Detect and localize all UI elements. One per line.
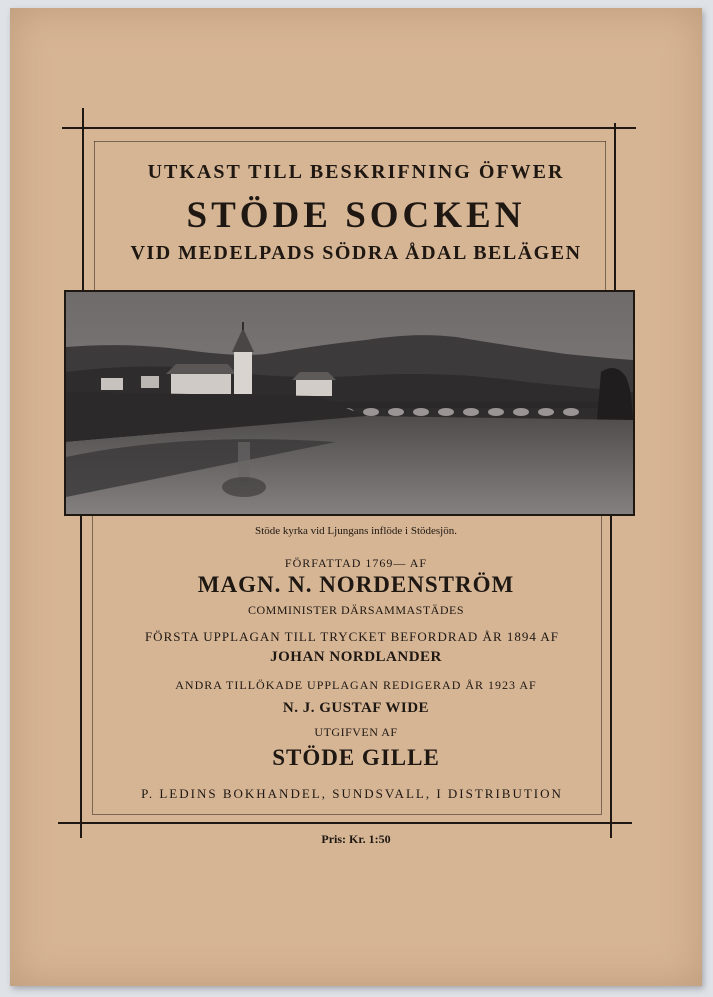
author-name: MAGN. N. NORDENSTRÖM <box>197 572 515 597</box>
editor-2: N. J. GUSTAF WIDE <box>282 700 430 716</box>
publisher-name: STÖDE GILLE <box>272 745 440 770</box>
price-label: Pris: Kr. 1:50 <box>321 832 391 846</box>
second-edition-line: ANDRA TILLÖKADE UPPLAGAN REDIGERAD ÅR 1923 AF <box>175 678 537 692</box>
inner-frame-bottom <box>92 814 602 815</box>
photo-caption: Stöde kyrka vid Ljungans inflöde i Stödesjön. <box>255 525 457 537</box>
authored-line: FÖRFATTAD 1769— AF <box>284 556 428 570</box>
title-line-1: UTKAST TILL BESKRIFNING ÖFWER <box>147 161 565 183</box>
inner-frame-top <box>94 141 606 142</box>
first-edition-line: FÖRSTA UPPLAGAN TILL TRYCKET BEFORDRAD ÅR 1894 AF <box>144 629 560 644</box>
frame-bottom-line <box>58 822 632 824</box>
editor-1: JOHAN NORDLANDER <box>270 649 442 665</box>
author-role: COMMINISTER DÄRSAMMASTÄDES <box>247 603 465 617</box>
frame-top-line <box>62 127 636 129</box>
title-line-3: VID MEDELPADS SÖDRA ÅDAL BELÄGEN <box>130 242 582 264</box>
church-photo <box>64 290 635 516</box>
distribution-line: P. LEDINS BOKHANDEL, SUNDSVALL, I DISTRIBUTION <box>141 786 563 801</box>
church-landscape-illustration <box>66 292 633 514</box>
published-by: UTGIFVEN AF <box>314 725 398 739</box>
main-title: STÖDE SOCKEN <box>186 195 526 236</box>
